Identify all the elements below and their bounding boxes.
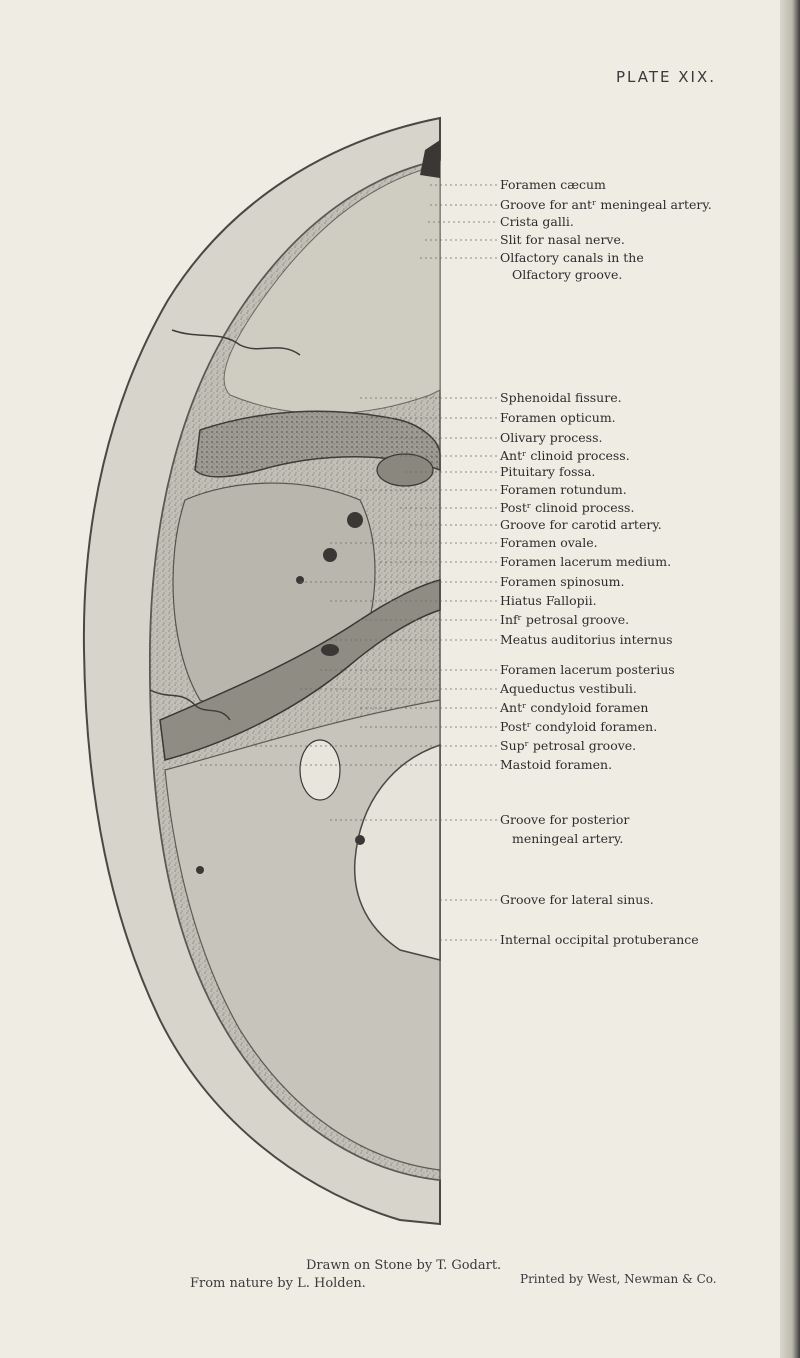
label-groove-anterior-meningeal: Groove for antʳ meningeal artery. xyxy=(500,197,712,212)
label-meatus-auditorius: Meatus auditorius internus xyxy=(500,632,673,647)
label-sphenoidal-fissure: Sphenoidal fissure. xyxy=(500,390,622,405)
mastoid-mark xyxy=(196,866,204,874)
meatus-mark xyxy=(321,644,339,656)
credit-drawn-on-stone: Drawn on Stone by T. Godart. xyxy=(306,1258,502,1273)
label-internal-occipital-protuberance: Internal occipital protuberance xyxy=(500,932,699,947)
label-inferior-petrosal-groove: Infʳ petrosal groove. xyxy=(500,612,630,627)
label-olfactory-canals: Olfactory canals in the xyxy=(500,250,644,265)
label-foramen-rotundum: Foramen rotundum. xyxy=(500,482,627,497)
foramen-spinosum-mark xyxy=(296,576,304,584)
label-olfactory-groove: Olfactory groove. xyxy=(512,267,623,282)
label-olivary-process: Olivary process. xyxy=(500,430,603,445)
label-aqueductus-vestibuli: Aqueductus vestibuli. xyxy=(500,681,637,696)
label-hiatus-fallopii: Hiatus Fallopii. xyxy=(500,593,597,608)
foramen-rotundum-mark xyxy=(347,512,363,528)
label-posterior-condyloid: Postʳ condyloid foramen. xyxy=(500,719,658,734)
label-meningeal-artery: meningeal artery. xyxy=(512,831,624,846)
label-groove-carotid: Groove for carotid artery. xyxy=(500,517,662,532)
label-anterior-clinoid: Antʳ clinoid process. xyxy=(500,448,630,463)
label-foramen-lacerum-medium: Foramen lacerum medium. xyxy=(500,554,672,569)
plate-title: PLATE XIX. xyxy=(616,68,716,86)
label-groove-posterior-meningeal: Groove for posterior xyxy=(500,812,630,827)
label-slit-nasal-nerve: Slit for nasal nerve. xyxy=(500,232,625,247)
label-superior-petrosal-groove: Supʳ petrosal groove. xyxy=(500,738,637,753)
condyloid-mark xyxy=(355,835,365,845)
label-groove-lateral-sinus: Groove for lateral sinus. xyxy=(500,892,654,907)
credit-printed-by: Printed by West, Newman & Co. xyxy=(520,1272,717,1286)
label-foramen-spinosum: Foramen spinosum. xyxy=(500,574,625,589)
label-foramen-opticum: Foramen opticum. xyxy=(500,410,616,425)
foramen-ovale-mark xyxy=(323,548,337,562)
label-crista-galli: Crista galli. xyxy=(500,214,574,229)
label-pituitary-fossa: Pituitary fossa. xyxy=(500,464,596,479)
label-foramen-lacerum-posterius: Foramen lacerum posterius xyxy=(500,662,675,677)
label-mastoid-foramen: Mastoid foramen. xyxy=(500,757,613,772)
label-anterior-condyloid: Antʳ condyloid foramen xyxy=(500,700,649,715)
label-posterior-clinoid: Postʳ clinoid process. xyxy=(500,500,635,515)
jugular-mark xyxy=(300,740,340,800)
pituitary-fossa xyxy=(377,454,433,486)
label-foramen-caecum: Foramen cæcum xyxy=(500,177,606,192)
credit-from-nature: From nature by L. Holden. xyxy=(190,1276,366,1291)
label-foramen-ovale: Foramen ovale. xyxy=(500,535,598,550)
